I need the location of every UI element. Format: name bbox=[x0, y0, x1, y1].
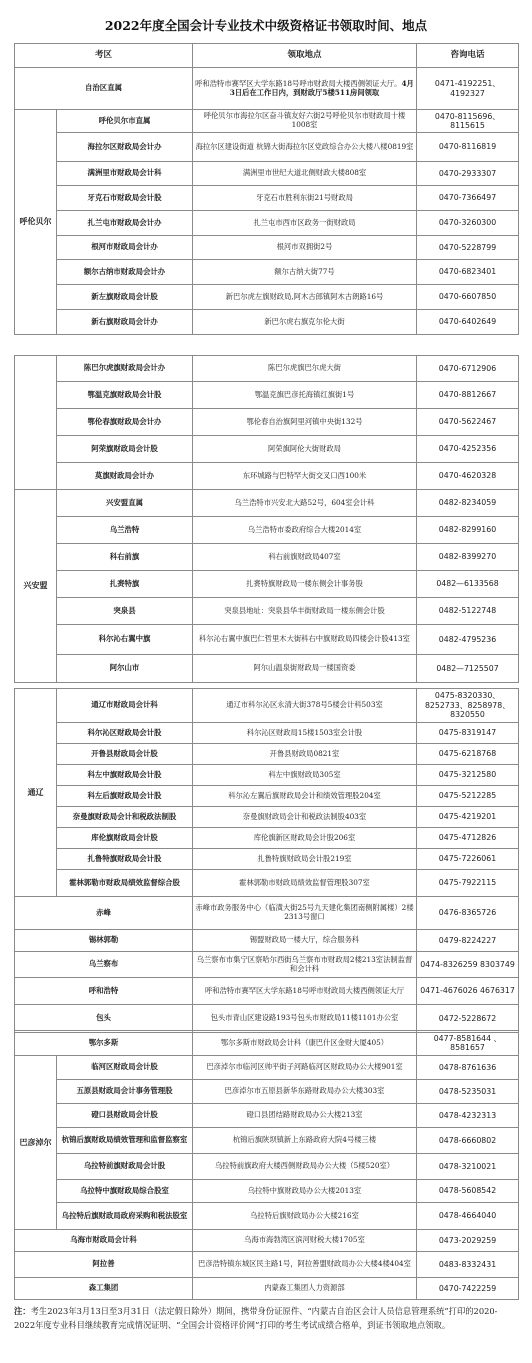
table-row bbox=[15, 689, 519, 723]
table-row bbox=[15, 463, 519, 490]
unit-name: 呼和浩特 bbox=[15, 978, 193, 1005]
table-row bbox=[15, 786, 519, 807]
phone-number: 0478-4664040 bbox=[417, 1203, 519, 1230]
phone-number: 0475-3212580 bbox=[417, 765, 519, 786]
phone-number: 0475-6218768 bbox=[417, 744, 519, 765]
unit-name: 临河区财政局会计股 bbox=[57, 1056, 193, 1080]
footnote bbox=[14, 1304, 518, 1332]
phone-number: 0483-8332431 bbox=[417, 1252, 519, 1278]
pickup-address: 新巴尔虎左旗财政局,阿木古郎镇阿木古朗路16号 bbox=[193, 285, 417, 310]
table-row bbox=[15, 310, 519, 335]
pickup-address: 突泉县地址：突泉县华丰街财政局一楼东侧会计股 bbox=[193, 598, 417, 625]
unit-name: 赤峰 bbox=[15, 897, 193, 930]
pickup-address: 杭锦后旗陕坝镇新上东路政府大院4号楼三楼 bbox=[193, 1128, 417, 1154]
pickup-address: 鄂尔多斯市财政局会计科（康巴什区金财大厦405） bbox=[193, 1031, 417, 1056]
phone-number: 0482—7125507 bbox=[417, 655, 519, 683]
unit-name: 根河市财政局会计办 bbox=[57, 236, 193, 260]
phone-number: 0470-2933307 bbox=[417, 162, 519, 186]
phone-number: 0482-4795236 bbox=[417, 625, 519, 655]
unit-name: 扎鲁特旗财政局会计股 bbox=[57, 849, 193, 870]
phone-number: 0470-4252356 bbox=[417, 436, 519, 463]
pickup-address: 包头市青山区建设路193号包头市财政局11楼1101办公室 bbox=[193, 1005, 417, 1033]
table-row bbox=[15, 723, 519, 744]
table-segment-2 bbox=[14, 355, 519, 683]
pickup-address: 呼伦贝尔市海拉尔区奋斗镇友好六街2号呼伦贝尔市财政局十楼1008室 bbox=[193, 110, 417, 133]
phone-number: 0470-4620328 bbox=[417, 463, 519, 490]
table-row bbox=[15, 1128, 519, 1154]
unit-name: 奈曼旗财政局会计和税政法制股 bbox=[57, 807, 193, 828]
phone-number: 0478-3210021 bbox=[417, 1154, 519, 1180]
unit-name: 阿荣旗财政局会计股 bbox=[57, 436, 193, 463]
unit-name: 自治区直属 bbox=[15, 68, 193, 110]
table-row bbox=[15, 1230, 519, 1252]
table-row bbox=[15, 517, 519, 544]
unit-name: 乌兰浩特 bbox=[57, 517, 193, 544]
phone-number: 0470-8115696、8115615 bbox=[417, 110, 519, 133]
table-row bbox=[15, 849, 519, 870]
footnote-text: 考生2023年3月13日至3月31日（法定假日除外）期间，携带身份证原件、“内蒙古自治区会计人员信息管理系统”打印的2020-2022年度专业科目继续教育完成情况证明、“全国会计资格评价网”打印的考生考试成绩合格单，到证书领取地点领取。 bbox=[14, 1306, 498, 1330]
table-row bbox=[15, 260, 519, 285]
pickup-address: 库伦旗新区财政局会计股206室 bbox=[193, 828, 417, 849]
table-row bbox=[15, 930, 519, 952]
region-name: 巴彦淖尔 bbox=[15, 1056, 57, 1230]
unit-name: 牙克石市财政局会计股 bbox=[57, 186, 193, 211]
phone-number: 0474-8326259 8303749 bbox=[417, 952, 519, 978]
phone-number: 0475-4219201 bbox=[417, 807, 519, 828]
table-row bbox=[15, 236, 519, 260]
unit-name: 呼伦贝尔市直属 bbox=[57, 110, 193, 133]
unit-name: 额尔古纳市财政局会计办 bbox=[57, 260, 193, 285]
pickup-address: 扎鲁特旗财政局会计股219室 bbox=[193, 849, 417, 870]
table-segment-3 bbox=[14, 688, 519, 1033]
pickup-address: 新巴尔虎右旗克尔伦大街 bbox=[193, 310, 417, 335]
phone-number: 0470-6402649 bbox=[417, 310, 519, 335]
table-row bbox=[15, 544, 519, 571]
unit-name: 突泉县 bbox=[57, 598, 193, 625]
unit-name: 锡林郭勒 bbox=[15, 930, 193, 952]
table-row bbox=[15, 807, 519, 828]
unit-name: 阿拉善 bbox=[15, 1252, 193, 1278]
table-row bbox=[15, 133, 519, 162]
pickup-address: 鄂温克旗巴彦托海镇红旗街1号 bbox=[193, 382, 417, 409]
table-segment-4 bbox=[14, 1030, 519, 1300]
pickup-address: 海拉尔区建设街道 杭锦大街海拉尔区党政综合办公大楼八楼0819室 bbox=[193, 133, 417, 162]
unit-name: 杭锦后旗财政局绩效管理和监督监察室 bbox=[57, 1128, 193, 1154]
table-row bbox=[15, 978, 519, 1005]
table-row bbox=[15, 625, 519, 655]
pickup-address: 科尔沁区财政局15楼1503室会计股 bbox=[193, 723, 417, 744]
phone-number: 0475-4712826 bbox=[417, 828, 519, 849]
unit-name: 科左中旗财政局会计股 bbox=[57, 765, 193, 786]
pickup-address: 科右前旗财政局407室 bbox=[193, 544, 417, 571]
pickup-address: 乌拉特后旗财政局办公大楼216室 bbox=[193, 1203, 417, 1230]
pickup-address: 科尔沁左翼后旗财政局会计和绩效管理股204室 bbox=[193, 786, 417, 807]
table-row bbox=[15, 1203, 519, 1230]
pickup-address: 霍林郭勒市财政局绩效监督管理股307室 bbox=[193, 870, 417, 897]
table-row bbox=[15, 110, 519, 133]
pickup-address: 阿荣旗阿伦大街财政局 bbox=[193, 436, 417, 463]
unit-name: 包头 bbox=[15, 1005, 193, 1033]
table-row bbox=[15, 68, 519, 110]
table-row bbox=[15, 285, 519, 310]
unit-name: 乌拉特中旗财政局综合股室 bbox=[57, 1180, 193, 1203]
phone-number: 0482-8399270 bbox=[417, 544, 519, 571]
pickup-address: 扎兰屯市西市区政务一街财政局 bbox=[193, 211, 417, 236]
table-row bbox=[15, 952, 519, 978]
table-row bbox=[15, 1180, 519, 1203]
table-row bbox=[15, 186, 519, 211]
table-row bbox=[15, 162, 519, 186]
pickup-address: 乌兰察布市集宁区察哈尔西街乌兰察布市财政局2楼213室法制监督和会计科 bbox=[193, 952, 417, 978]
unit-name: 科尔沁区财政局会计股 bbox=[57, 723, 193, 744]
phone-number: 0476-8365726 bbox=[417, 897, 519, 930]
unit-name: 通辽市财政局会计科 bbox=[57, 689, 193, 723]
region-name: 呼伦贝尔 bbox=[15, 110, 57, 335]
unit-name: 满洲里市财政局会计科 bbox=[57, 162, 193, 186]
region-name: 通辽 bbox=[15, 689, 57, 897]
pickup-address: 额尔古纳大街77号 bbox=[193, 260, 417, 285]
table-row bbox=[15, 1278, 519, 1300]
page-title: 2022年度全国会计专业技术中级资格证书领取时间、地点 bbox=[104, 18, 428, 33]
unit-name: 陈巴尔虎旗财政局会计办 bbox=[57, 356, 193, 382]
table-row bbox=[15, 655, 519, 683]
pickup-address: 鄂伦春自治旗阿里河镇中央街132号 bbox=[193, 409, 417, 436]
table-row bbox=[15, 382, 519, 409]
pickup-address: 东环城路与巴特罕大街交叉口西100米 bbox=[193, 463, 417, 490]
phone-number: 0482-5122748 bbox=[417, 598, 519, 625]
pickup-address: 开鲁县财政局0821室 bbox=[193, 744, 417, 765]
region-name: 兴安盟 bbox=[15, 490, 57, 683]
unit-name: 鄂温克旗财政局会计股 bbox=[57, 382, 193, 409]
phone-number: 0470-6607850 bbox=[417, 285, 519, 310]
table-row bbox=[15, 1005, 519, 1033]
table-row bbox=[15, 744, 519, 765]
phone-number: 0479-8224227 bbox=[417, 930, 519, 952]
pickup-address: 乌兰浩特市兴安北大路52号，604室会计科 bbox=[193, 490, 417, 517]
table-row bbox=[15, 1104, 519, 1128]
region-continued-cell bbox=[15, 356, 57, 490]
table-row bbox=[15, 211, 519, 236]
phone-number: 0482-8299160 bbox=[417, 517, 519, 544]
pickup-address: 巴彦浩特镇东城区民主路1号，阿拉善盟财政局办公大楼4楼404室 bbox=[193, 1252, 417, 1278]
header-phone: 咨询电话 bbox=[417, 44, 519, 68]
pickup-address: 科左中旗财政局305室 bbox=[193, 765, 417, 786]
pickup-address: 呼和浩特市赛罕区大学东路18号呼市财政局大楼西侧领证大厅 bbox=[193, 978, 417, 1005]
table-row bbox=[15, 765, 519, 786]
unit-name: 库伦旗财政局会计股 bbox=[57, 828, 193, 849]
unit-name: 霍林郭勒市财政局绩效监督综合股 bbox=[57, 870, 193, 897]
unit-name: 乌拉特后旗财政局政府采购和税法股室 bbox=[57, 1203, 193, 1230]
phone-number: 0482-8234059 bbox=[417, 490, 519, 517]
phone-number: 0470-6712906 bbox=[417, 356, 519, 382]
phone-number: 0477-8581644 、8581657 bbox=[417, 1031, 519, 1056]
phone-number: 0478-5608542 bbox=[417, 1180, 519, 1203]
phone-number: 0470-8812667 bbox=[417, 382, 519, 409]
pickup-address: 内蒙森工集团人力资源部 bbox=[193, 1278, 417, 1300]
table-row bbox=[15, 598, 519, 625]
phone-number: 0478-8761636 bbox=[417, 1056, 519, 1080]
pickup-address: 根河市双拥街2号 bbox=[193, 236, 417, 260]
table-row bbox=[15, 828, 519, 849]
phone-number: 0470-7422259 bbox=[417, 1278, 519, 1300]
table-row bbox=[15, 1080, 519, 1104]
unit-name: 鄂尔多斯 bbox=[15, 1031, 193, 1056]
pickup-address: 磴口县团结路财政局办公大楼213室 bbox=[193, 1104, 417, 1128]
pickup-address: 巴彦淖尔市临河区帅平街子河路临河区财政局办公大楼901室 bbox=[193, 1056, 417, 1080]
address-emphasis: 4月3日后在工作日内，到财政厅5楼511房间领取 bbox=[229, 78, 414, 97]
pickup-address: 通辽市科尔沁区永清大街378号5楼会计科503室 bbox=[193, 689, 417, 723]
phone-number: 0478-6660802 bbox=[417, 1128, 519, 1154]
footnote-label: 注： bbox=[14, 1306, 31, 1316]
pickup-address: 牙克石市胜利东街21号财政局 bbox=[193, 186, 417, 211]
table-row bbox=[15, 1031, 519, 1056]
unit-name: 乌海市财政局会计科 bbox=[15, 1230, 193, 1252]
table-row bbox=[15, 436, 519, 463]
pickup-address: 科尔沁右翼中旗巴仁哲里木大街科右中旗财政局四楼会计股413室 bbox=[193, 625, 417, 655]
phone-number: 0470-7366497 bbox=[417, 186, 519, 211]
pickup-address: 乌拉特前旗政府大楼西侧财政局办公大楼（5楼520室） bbox=[193, 1154, 417, 1180]
unit-name: 莫旗财政局会计办 bbox=[57, 463, 193, 490]
phone-number: 0478-4232313 bbox=[417, 1104, 519, 1128]
phone-number: 0482—6133568 bbox=[417, 571, 519, 598]
phone-number: 0475-7922115 bbox=[417, 870, 519, 897]
table-row bbox=[15, 490, 519, 517]
unit-name: 新左旗财政局会计股 bbox=[57, 285, 193, 310]
table-segment-1 bbox=[14, 43, 519, 335]
unit-name: 科尔沁右翼中旗 bbox=[57, 625, 193, 655]
unit-name: 科右前旗 bbox=[57, 544, 193, 571]
phone-number: 0478-5235031 bbox=[417, 1080, 519, 1104]
phone-number: 0470-5622467 bbox=[417, 409, 519, 436]
table-row bbox=[15, 1056, 519, 1080]
phone-number: 0475-8319147 bbox=[417, 723, 519, 744]
unit-name: 扎兰屯市财政局会计办 bbox=[57, 211, 193, 236]
unit-name: 兴安盟直属 bbox=[57, 490, 193, 517]
unit-name: 开鲁县财政局会计股 bbox=[57, 744, 193, 765]
unit-name: 科左后旗财政局会计股 bbox=[57, 786, 193, 807]
table-row bbox=[15, 1154, 519, 1180]
pickup-address: 扎赉特旗财政局一楼东侧会计事务股 bbox=[193, 571, 417, 598]
table-row bbox=[15, 571, 519, 598]
unit-name: 磴口县财政局会计股 bbox=[57, 1104, 193, 1128]
phone-number: 0471-4676026 4676317 bbox=[417, 978, 519, 1005]
unit-name: 新右旗财政局会计办 bbox=[57, 310, 193, 335]
header-address: 领取地点 bbox=[193, 44, 417, 68]
phone-number: 0472-5228672 bbox=[417, 1005, 519, 1033]
phone-number: 0471-4192251、4192327 bbox=[417, 68, 519, 110]
table-row bbox=[15, 409, 519, 436]
phone-number: 0470-8116819 bbox=[417, 133, 519, 162]
table-row bbox=[15, 870, 519, 897]
phone-number: 0470-6823401 bbox=[417, 260, 519, 285]
pickup-address: 赤峰市政务服务中心（临潢大街25号九天建化集团南侧附属楼）2楼2313号窗口 bbox=[193, 897, 417, 930]
table-row bbox=[15, 897, 519, 930]
pickup-address: 巴彦淖尔市五原县新华东路财政局办公大楼303室 bbox=[193, 1080, 417, 1104]
phone-number: 0475-8320330、8252733、8258978、8320550 bbox=[417, 689, 519, 723]
unit-name: 鄂伦春旗财政局会计办 bbox=[57, 409, 193, 436]
phone-number: 0473-2029259 bbox=[417, 1230, 519, 1252]
address-text: 呼和浩特市赛罕区大学东路18号呼市财政局大楼西侧领证大厅。 bbox=[195, 78, 402, 88]
phone-number: 0470-5228799 bbox=[417, 236, 519, 260]
pickup-address: 乌拉特中旗财政局办公大楼2013室 bbox=[193, 1180, 417, 1203]
phone-number: 0475-5212285 bbox=[417, 786, 519, 807]
pickup-address: 乌海市海勃湾区滨河财税大楼1705室 bbox=[193, 1230, 417, 1252]
unit-name: 乌兰察布 bbox=[15, 952, 193, 978]
pickup-address: 乌兰浩特市委政府综合大楼2014室 bbox=[193, 517, 417, 544]
table-row bbox=[15, 1252, 519, 1278]
pickup-address: 奈曼旗财政局会计和税政法制股403室 bbox=[193, 807, 417, 828]
unit-name: 五原县财政局会计事务管理股 bbox=[57, 1080, 193, 1104]
unit-name: 海拉尔区财政局会计办 bbox=[57, 133, 193, 162]
pickup-address: 陈巴尔虎旗巴尔虎大街 bbox=[193, 356, 417, 382]
unit-name: 阿尔山市 bbox=[57, 655, 193, 683]
pickup-address: 满洲里市世纪大道北侧财政大楼808室 bbox=[193, 162, 417, 186]
table-header-row bbox=[15, 44, 519, 68]
pickup-address bbox=[193, 68, 417, 110]
pickup-address: 阿尔山温泉街财政局一楼国资委 bbox=[193, 655, 417, 683]
table-row bbox=[15, 356, 519, 382]
phone-number: 0470-3260300 bbox=[417, 211, 519, 236]
pickup-address: 锡盟财政局一楼大厅，综合服务科 bbox=[193, 930, 417, 952]
unit-name: 乌拉特前旗财政局会计股 bbox=[57, 1154, 193, 1180]
unit-name: 扎赉特旗 bbox=[57, 571, 193, 598]
phone-number: 0475-7226061 bbox=[417, 849, 519, 870]
header-region: 考区 bbox=[15, 44, 193, 68]
unit-name: 森工集团 bbox=[15, 1278, 193, 1300]
